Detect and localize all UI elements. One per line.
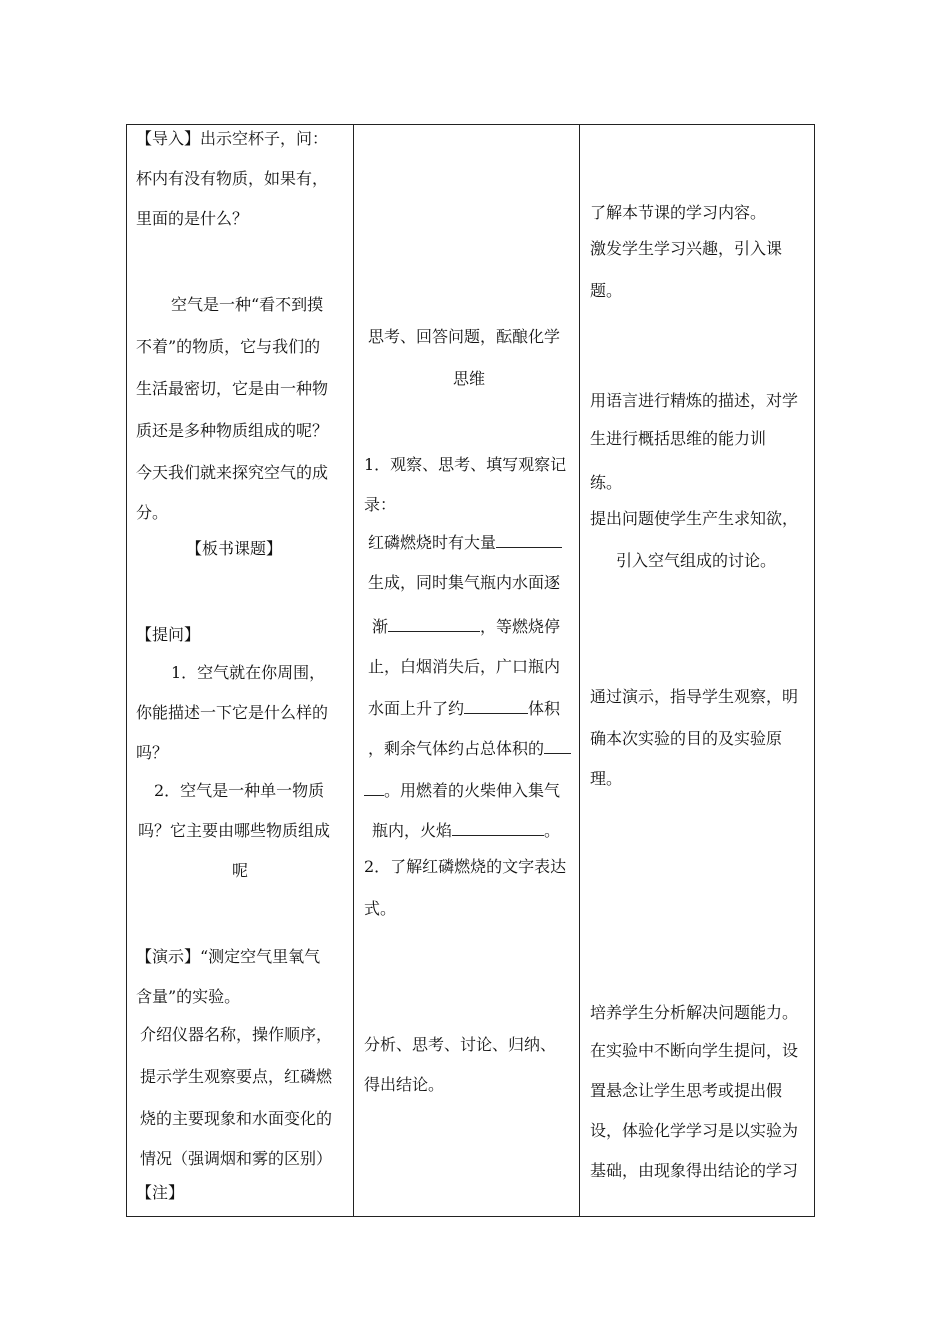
lesson-plan-table <box>126 124 815 1217</box>
air-paragraph-line-3: 生活最密切，它是由一种物 <box>136 379 329 398</box>
intent-line-3: 题。 <box>590 281 623 300</box>
fill-line-6 <box>368 737 571 759</box>
intent-line-8: 引入空气组成的讨论。 <box>616 551 777 570</box>
intro-line-3: 里面的是什么？ <box>136 209 249 228</box>
demo-line-2: 含量”的实验。 <box>136 987 241 1006</box>
question-tag: 【提问】 <box>136 625 201 644</box>
intent-line-14: 置悬念让学生思考或提出假 <box>590 1081 783 1100</box>
question-2-line-1: 2．空气是一种单一物质 <box>154 781 325 800</box>
instruction-line-4: 情况（强调烟和雾的区别） <box>140 1149 333 1168</box>
question-1-line-2: 你能描述一下它是什么样的 <box>136 703 329 722</box>
intent-line-2: 激发学生学习兴趣，引入课 <box>590 239 783 258</box>
intent-line-6: 练。 <box>590 473 623 492</box>
fill-text-1: 红磷燃烧时有大量 <box>368 533 497 552</box>
fill-text-6: ，剩余气体约占总体积的 <box>368 739 545 758</box>
intent-line-9: 通过演示，指导学生观察，明 <box>590 687 799 706</box>
think-line-2: 思维 <box>453 369 486 388</box>
question-1-line-1: 1．空气就在你周围， <box>171 663 326 682</box>
column-divider-1 <box>353 125 354 1216</box>
analysis-line-1: 分析、思考、讨论、归纳、 <box>364 1035 557 1054</box>
question-2-line-3: 呢 <box>232 861 249 880</box>
instruction-line-2: 提示学生观察要点，红磷燃 <box>140 1067 333 1086</box>
fill-text-8a: 瓶内，火焰 <box>372 821 453 840</box>
answer-blank-3 <box>464 697 528 714</box>
fill-line-2: 生成，同时集气瓶内水面逐 <box>368 573 561 592</box>
instruction-line-3: 烧的主要现象和水面变化的 <box>140 1109 333 1128</box>
air-paragraph-line-2: 不着”的物质，它与我们的 <box>136 337 321 356</box>
column-divider-2 <box>579 125 580 1216</box>
answer-blank-5 <box>452 819 544 836</box>
air-paragraph-line-6: 分。 <box>136 503 169 522</box>
intro-text: 出示空杯子，问： <box>200 129 329 148</box>
demo-line-1: 【演示】“测定空气里氧气 <box>136 947 321 966</box>
fill-text-3a: 渐 <box>372 617 389 636</box>
expression-line-1: 2．了解红磷燃烧的文字表达 <box>364 857 567 876</box>
fill-line-8 <box>372 819 560 841</box>
fill-text-3b: ，等燃烧停 <box>480 617 561 636</box>
question-1-line-3: 吗？ <box>136 743 169 762</box>
fill-line-4: 止，白烟消失后，广口瓶内 <box>368 657 561 676</box>
instruction-line-1: 介绍仪器名称，操作顺序， <box>140 1025 333 1044</box>
intent-line-7: 提出问题使学生产生求知欲， <box>590 509 799 528</box>
fill-text-5b: 体积 <box>528 699 561 718</box>
intent-line-11: 理。 <box>590 769 623 788</box>
intent-line-16: 基础，由现象得出结论的学习 <box>590 1161 799 1180</box>
intent-line-10: 确本次实验的目的及实验原 <box>590 729 783 748</box>
intent-line-1: 了解本节课的学习内容。 <box>590 203 767 222</box>
intro-tag: 【导入】 <box>136 129 201 148</box>
fill-text-5a: 水面上升了约 <box>368 699 465 718</box>
air-paragraph-line-5: 今天我们就来探究空气的成 <box>136 463 329 482</box>
fill-line-1 <box>368 531 562 553</box>
observe-line-2: 录： <box>364 495 397 514</box>
intent-line-13: 在实验中不断向学生提问，设 <box>590 1041 799 1060</box>
intent-line-4: 用语言进行精炼的描述，对学 <box>590 391 799 410</box>
observe-line-1: 1．观察、思考、填写观察记 <box>364 455 567 474</box>
intent-line-5: 生进行概括思维的能力训 <box>590 429 767 448</box>
air-paragraph-line-1: 空气是一种“看不到摸 <box>171 295 324 314</box>
question-2-line-2: 吗？它主要由哪些物质组成 <box>138 821 331 840</box>
answer-blank-2 <box>388 615 480 632</box>
fill-line-7 <box>364 779 560 801</box>
intent-line-12: 培养学生分析解决问题能力。 <box>590 1003 799 1022</box>
analysis-line-2: 得出结论。 <box>364 1075 445 1094</box>
board-title-heading: 【板书课题】 <box>186 539 283 558</box>
fill-line-3 <box>372 615 560 637</box>
note-tag: 【注】 <box>136 1183 185 1202</box>
fill-text-8b: 。 <box>544 821 561 840</box>
intro-line-1 <box>136 129 328 149</box>
intro-line-2: 杯内有没有物质，如果有， <box>136 169 329 188</box>
fill-line-5 <box>368 697 560 719</box>
answer-blank-4a <box>544 737 571 754</box>
expression-line-2: 式。 <box>364 899 397 918</box>
air-paragraph-line-4: 质还是多种物质组成的呢？ <box>136 421 329 440</box>
answer-blank-1 <box>496 531 562 548</box>
answer-blank-4b <box>364 779 384 796</box>
intent-line-15: 设，体验化学学习是以实验为 <box>590 1121 799 1140</box>
think-line-1: 思考、回答问题，酝酿化学 <box>368 327 561 346</box>
fill-text-7: 。用燃着的火柴伸入集气 <box>384 781 561 800</box>
